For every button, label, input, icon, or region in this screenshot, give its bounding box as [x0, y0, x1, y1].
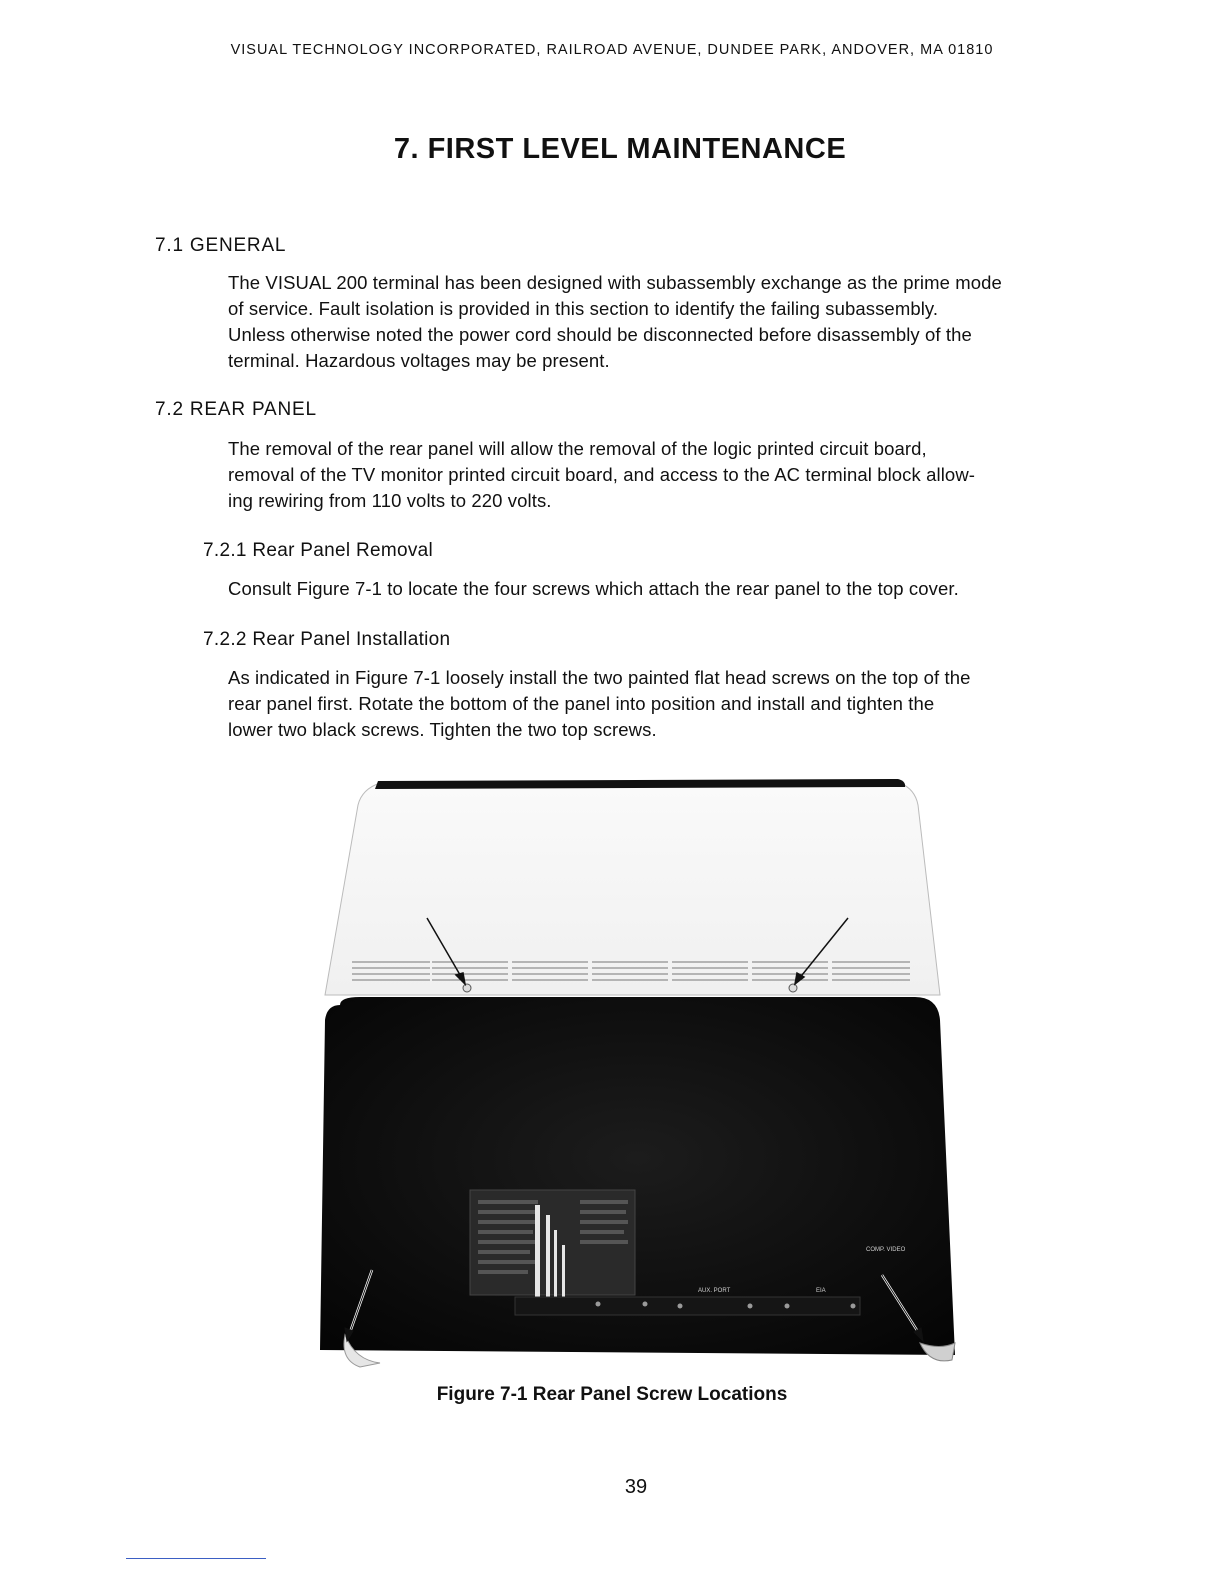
text-line: The VISUAL 200 terminal has been designed with subassembly exchange as the prime mode — [228, 272, 1002, 293]
paragraph-rear-panel — [228, 436, 1098, 514]
page-number: 39 — [624, 1476, 648, 1498]
page-header: VISUAL TECHNOLOGY INCORPORATED, RAILROAD AVENUE, DUNDEE PARK, ANDOVER, MA 01810 — [230, 42, 994, 58]
text-line: terminal. Hazardous voltages may be present. — [228, 350, 610, 371]
text-line: Consult Figure 7-1 to locate the four screws which attach the rear panel to the top cover. — [228, 578, 959, 599]
text-line: of service. Fault isolation is provided in this section to identify the failing subassembly. — [228, 298, 939, 319]
paragraph-installation — [228, 665, 1098, 743]
figure-rear-panel-photo — [300, 775, 965, 1370]
paragraph-general — [228, 270, 1098, 374]
text-line: rear panel first. Rotate the bottom of the panel into position and install and tighten the — [228, 693, 935, 714]
text-line: lower two black screws. Tighten the two top screws. — [228, 719, 657, 740]
paragraph-removal — [228, 576, 1098, 602]
section-heading-rear-panel: 7.2 REAR PANEL — [155, 399, 317, 420]
text-line: Unless otherwise noted the power cord should be disconnected before disassembly of the — [228, 324, 972, 345]
footnote-rule — [126, 1558, 266, 1559]
eia-label: EIA — [816, 1288, 826, 1294]
top-cover — [325, 783, 940, 995]
figure-caption: Figure 7-1 Rear Panel Screw Locations — [436, 1384, 788, 1405]
subsection-heading-removal: 7.2.1 Rear Panel Removal — [203, 540, 434, 561]
text-line: removal of the TV monitor printed circuit board, and access to the AC terminal block allow- — [228, 464, 976, 485]
comp-video-label: COMP. VIDEO — [866, 1247, 906, 1253]
section-heading-general: 7.1 GENERAL — [155, 235, 287, 256]
top-left-screw — [463, 984, 471, 992]
subsection-heading-installation: 7.2.2 Rear Panel Installation — [203, 629, 451, 650]
text-line: As indicated in Figure 7-1 loosely install the two painted flat head screws on the top of the — [228, 667, 971, 688]
connector-strip — [515, 1297, 860, 1315]
top-right-screw — [789, 984, 797, 992]
chapter-title: 7. FIRST LEVEL MAINTENANCE — [393, 133, 847, 165]
aux-port-label: AUX. PORT — [698, 1288, 731, 1294]
text-line: ing rewiring from 110 volts to 220 volts. — [228, 490, 552, 511]
text-line: The removal of the rear panel will allow the removal of the logic printed circuit board, — [228, 438, 927, 459]
